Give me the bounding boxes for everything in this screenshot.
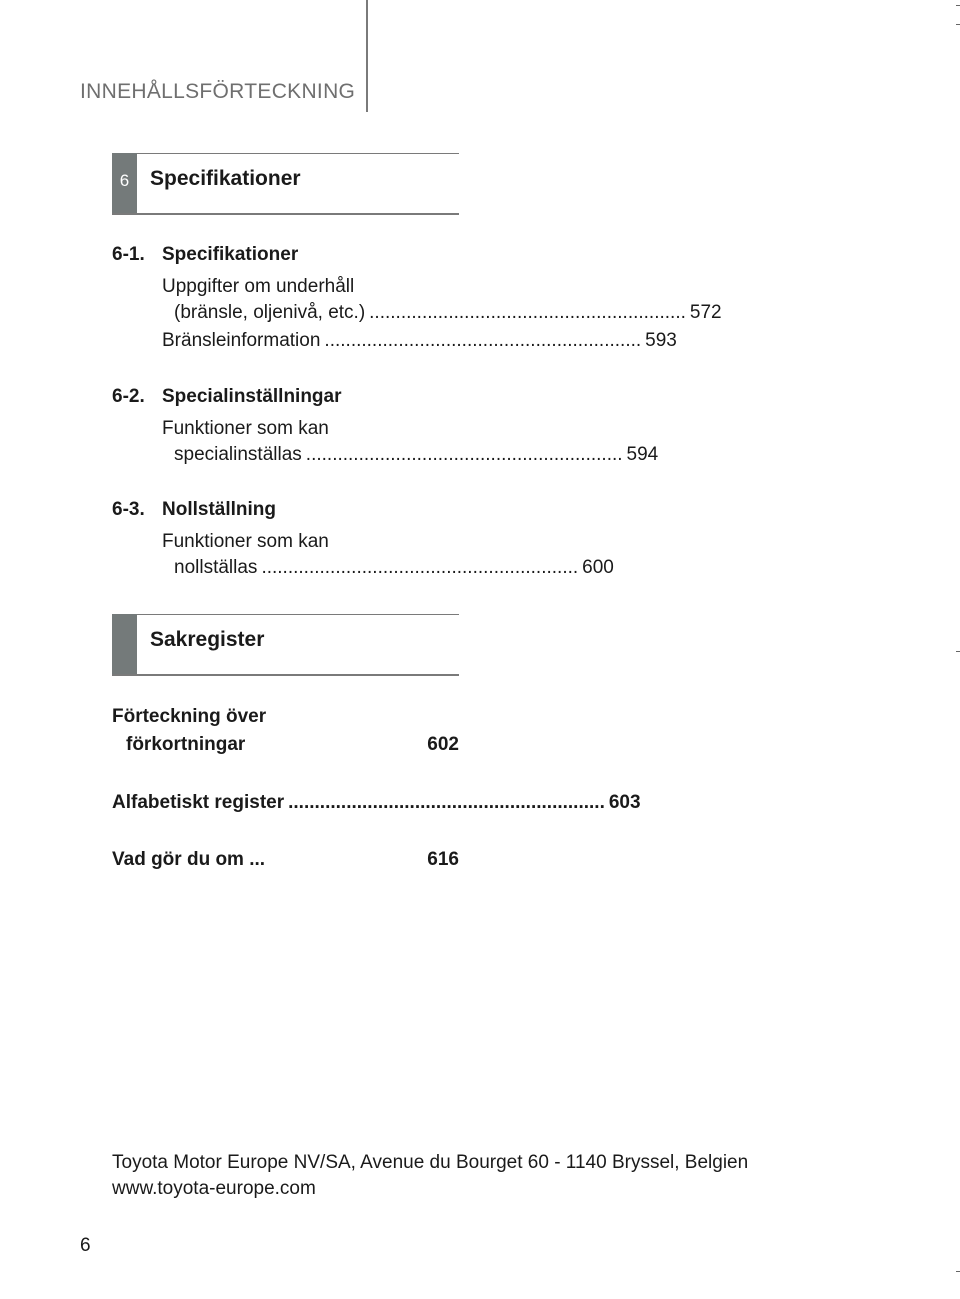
page-number: 6 — [80, 1235, 91, 1256]
entry-label: specialinställas — [174, 444, 302, 465]
register-entry[interactable] — [112, 706, 459, 756]
entry-label: nollställas — [174, 557, 258, 578]
toc-entry[interactable] — [162, 531, 614, 579]
page-reference: 593 — [645, 330, 677, 351]
crop-mark — [956, 5, 960, 6]
section-header-specifikationer — [112, 153, 459, 215]
leader-dots: ............................................................ — [305, 444, 623, 465]
entry-label: (bränsle, oljenivå, etc.) — [174, 302, 366, 323]
entry-label: Bränsleinformation — [162, 330, 321, 351]
section-tab — [112, 614, 137, 676]
divider — [137, 153, 459, 154]
chapter-title[interactable]: Specialinställningar — [162, 386, 342, 407]
crop-mark — [956, 651, 960, 652]
entry-line1: Funktioner som kan — [162, 418, 329, 439]
section-tab: 6 — [112, 153, 137, 215]
divider — [112, 674, 459, 676]
toc-entry[interactable] — [162, 330, 677, 352]
leader-dots: ............................................................ — [324, 330, 642, 351]
footer-address: Toyota Motor Europe NV/SA, Avenue du Bourget 60 - 1140 Bryssel, Belgien — [112, 1152, 749, 1173]
section-title: Specifikationer — [150, 167, 301, 190]
section-title: Sakregister — [150, 628, 265, 651]
entry-label: förkortningar — [126, 734, 246, 755]
register-entry[interactable] — [112, 792, 641, 814]
page-reference: 603 — [608, 792, 641, 813]
section-header-sakregister — [112, 614, 459, 676]
footer — [112, 1150, 748, 1202]
entry-label: Vad gör du om ... — [112, 849, 266, 870]
crop-mark — [956, 1271, 960, 1272]
leader-dots: ............................................................ — [288, 792, 605, 813]
crop-mark — [956, 24, 960, 25]
leader-dots: ............................................................ — [261, 557, 579, 578]
header-divider — [366, 0, 368, 112]
page-reference: 600 — [582, 557, 614, 578]
chapter-number[interactable]: 6-3. — [112, 499, 145, 520]
chapter-title[interactable]: Specifikationer — [162, 244, 299, 265]
page-reference: 594 — [626, 444, 659, 465]
divider — [137, 614, 459, 615]
page-reference: 602 — [427, 734, 459, 755]
page-header-title: INNEHÅLLSFÖRTECKNING — [80, 80, 356, 103]
divider — [112, 213, 459, 215]
leader-dots: ............................................................ — [369, 302, 686, 323]
footer-url[interactable]: www.toyota-europe.com — [112, 1178, 316, 1199]
entry-line1: Uppgifter om underhåll — [162, 276, 355, 297]
toc-entry[interactable] — [162, 418, 659, 466]
entry-line1: Förteckning över — [112, 706, 267, 727]
entry-label: Alfabetiskt register — [112, 792, 285, 813]
page-reference: 572 — [689, 302, 722, 323]
chapter-title[interactable]: Nollställning — [162, 499, 276, 520]
toc-entry[interactable] — [162, 276, 722, 324]
register-entry[interactable] — [112, 849, 459, 871]
entry-line1: Funktioner som kan — [162, 531, 329, 552]
chapter-number[interactable]: 6-2. — [112, 386, 145, 407]
chapter-number[interactable]: 6-1. — [112, 244, 145, 265]
page-reference: 616 — [427, 849, 459, 870]
